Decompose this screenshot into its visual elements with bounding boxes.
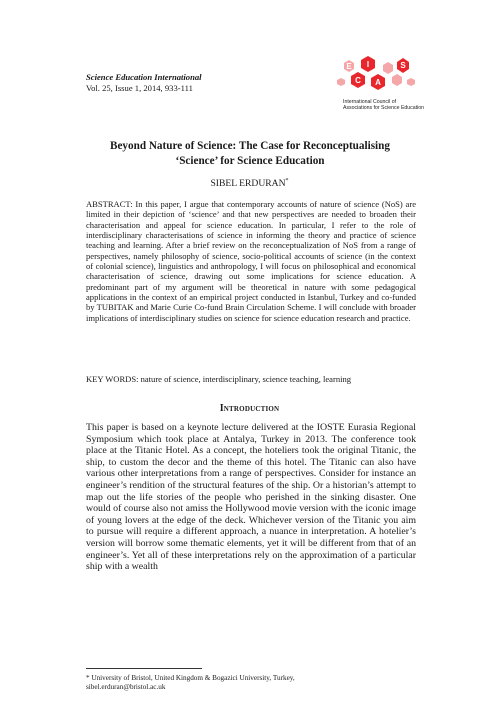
logo-letter-a: A xyxy=(375,78,381,87)
footnote xyxy=(86,674,426,692)
footnote-affiliation: * University of Bristol, United Kingdom & Bogazici University, Turkey, xyxy=(86,674,295,682)
journal-header xyxy=(86,72,202,94)
journal-name: Science Education International xyxy=(86,72,202,82)
logo-caption-line2: Associations for Science Education xyxy=(343,105,425,111)
logo-caption xyxy=(343,99,433,111)
paper-title-line2: ‘Science’ for Science Education xyxy=(175,155,325,167)
logo-letter-c: C xyxy=(355,76,361,85)
introduction-paragraph: This paper is based on a keynote lecture delivered at the IOSTE Eurasia Regional Symposium which took place at Antalya, Turkey in 2013. The conference took place at the Titanic Hotel. As a concept, the hoteliers took the original Titanic, the ship, to custom the decor and the theme of this hotel. The Titanic can also have various other interpretations from a range of perspectives. Consider for instance an engineer’s rendition of the structural features of the ship. Or a historian’s attempt to map out the life stories of the people who perished in the sinking disaster. One would of course also not amiss the Hollywood movie version with the iconic image of young lovers at the edge of the deck. Whichever version of the Titanic you aim to pursue will require a different approach, a nuance in interpretation. A hotelier’s version will borrow some thematic elements, yet it will be different from that of an engineer’s. Yet all of these interpretations rely on the approximation of a particular ship with a wealth xyxy=(86,422,416,573)
logo-caption-line1: International Council of xyxy=(343,99,397,105)
footnote-divider xyxy=(86,668,202,669)
logo-letter-e: E xyxy=(346,62,352,71)
logo-letter-i: I xyxy=(366,60,370,69)
author-name: SIBEL ERDURAN xyxy=(210,178,286,190)
author-footnote-mark: * xyxy=(285,178,289,184)
keywords: KEY WORDS: nature of science, interdisciplinary, science teaching, learning xyxy=(86,374,352,384)
journal-volume: Vol. 25, Issue 1, 2014, 933-111 xyxy=(86,83,193,93)
footnote-email: sibel.erduran@bristol.ac.uk xyxy=(86,683,166,691)
paper-title-line1: Beyond Nature of Science: The Case for Reconceptualising xyxy=(110,140,390,152)
logo-letter-s: S xyxy=(400,61,406,70)
introduction-body xyxy=(86,422,416,573)
paper-title xyxy=(60,139,440,169)
abstract-text: ABSTRACT: In this paper, I argue that contemporary accounts of nature of science (NoS) are limited in their depiction of ‘science’ and that new perspectives are needed to broaden their characterisation and appeal for science education. In particular, I refer to the role of interdisciplinary characterisations of science in informing the theory and practice of science teaching and learning. After a brief review on the reconceptualization of NoS from a range of perspectives, namely philosophy of science, socio-political accounts of science (in the context of colonial science), linguistics and anthropology, I will focus on philosophical and economical characterisation of science, drawing out some implications for science education. A predominant part of my argument will be theoretical in nature with some pedagogical applications in the context of an empirical project conducted in Istanbul, Turkey and co-funded by TUBITAK and Marie Curie Co-fund Brain Circulation Scheme. I will conclude with broader implications of interdisciplinary studies on science for science education research and practice. xyxy=(86,199,416,323)
abstract xyxy=(86,199,416,323)
section-heading: Introduction xyxy=(219,403,280,414)
author-line xyxy=(0,178,499,189)
